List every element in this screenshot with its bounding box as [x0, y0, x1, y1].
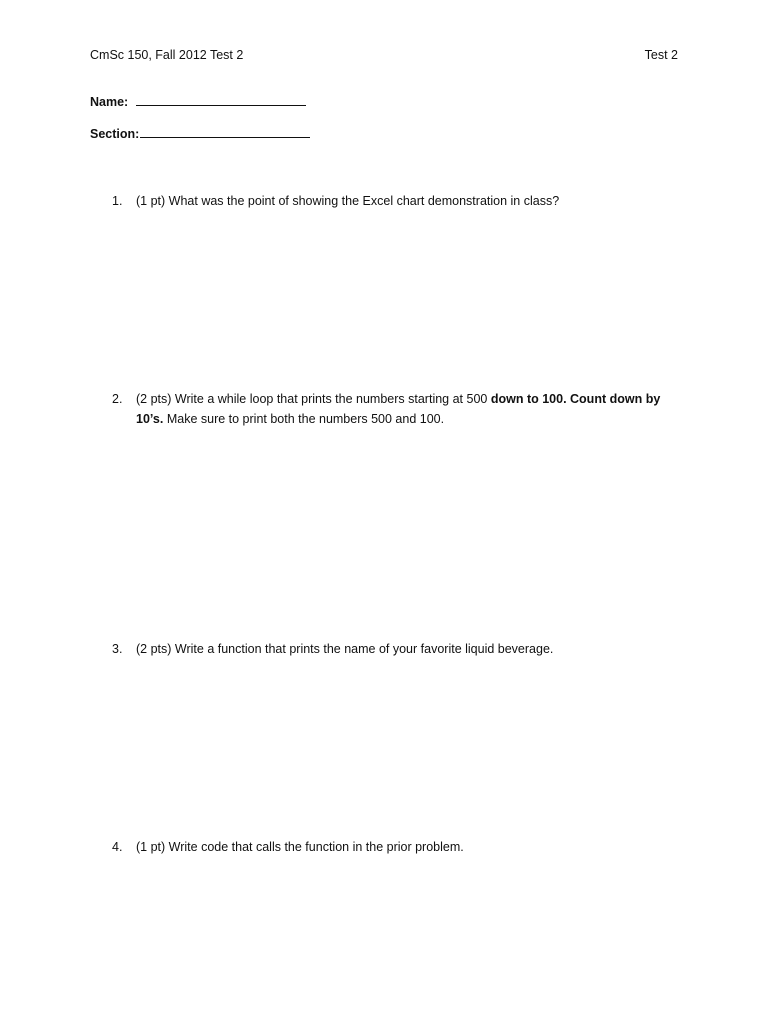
name-label: Name: — [90, 95, 129, 109]
name-field — [90, 94, 306, 109]
test-label: Test 2 — [644, 48, 678, 62]
question-body: Write a function that prints the name of your favorite liquid beverage. — [174, 642, 554, 656]
question-number: 4. — [112, 840, 123, 854]
question-body-emphasis: down to 100. Count down by 10’s. — [136, 392, 661, 426]
section-blank-line — [140, 126, 310, 138]
question-4 — [112, 837, 687, 857]
question-1 — [112, 191, 687, 211]
question-points: (2 pts) — [136, 642, 172, 656]
question-points: (1 pt) — [136, 840, 166, 854]
question-points: (2 pts) — [136, 392, 172, 406]
question-number: 2. — [112, 392, 123, 406]
name-blank-line — [136, 94, 306, 106]
question-text — [136, 639, 687, 659]
question-text — [136, 191, 687, 211]
question-text — [136, 389, 687, 429]
question-number: 1. — [112, 194, 123, 208]
question-text — [136, 837, 687, 857]
question-points: (1 pt) — [136, 194, 166, 208]
question-body: What was the point of showing the Excel chart demonstration in class? — [168, 194, 560, 208]
section-field — [90, 126, 310, 141]
question-body-end: Make sure to print both the numbers 500 and 100. — [166, 412, 445, 426]
section-label: Section: — [90, 127, 140, 141]
question-3 — [112, 639, 687, 659]
question-2 — [112, 389, 687, 429]
question-body: Write code that calls the function in the prior problem. — [168, 840, 464, 854]
course-title: CmSc 150, Fall 2012 Test 2 — [90, 48, 244, 62]
question-body: Write a while loop that prints the numbers starting at 500 — [174, 392, 488, 406]
question-number: 3. — [112, 642, 123, 656]
